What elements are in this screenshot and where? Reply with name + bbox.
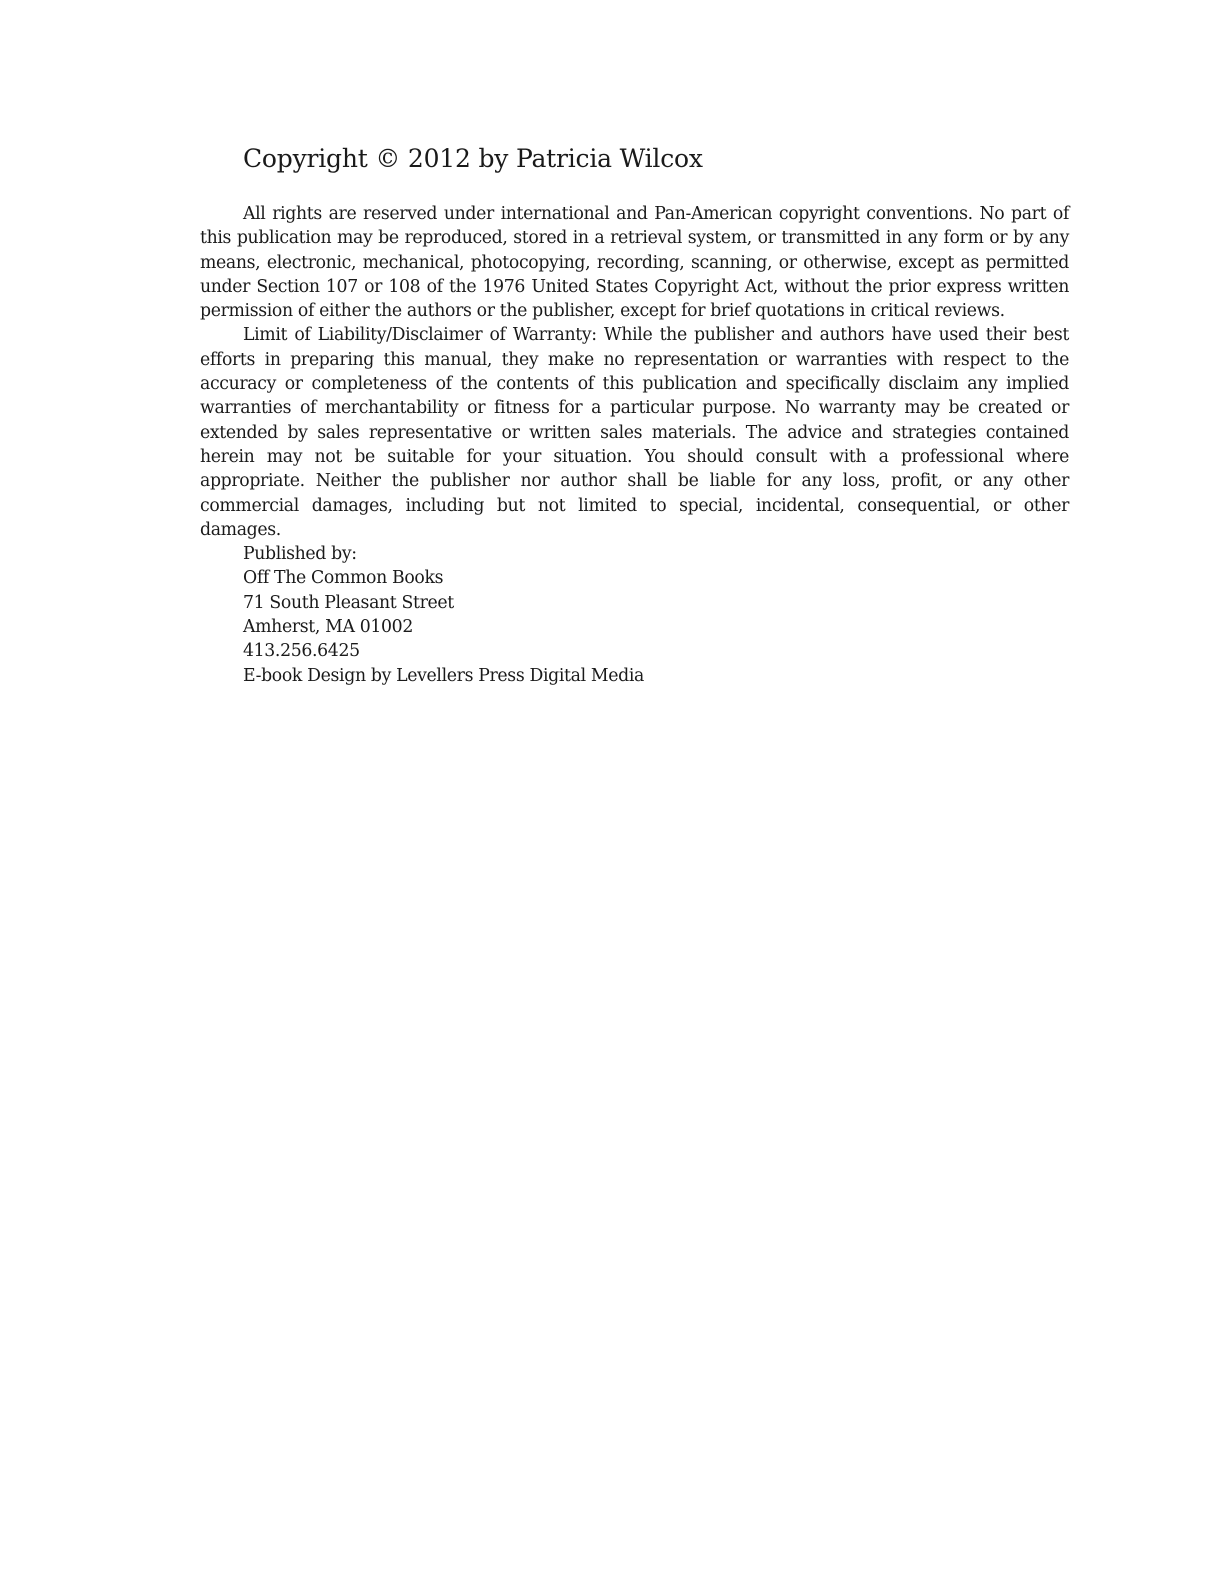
rights-paragraph: All rights are reserved under international and Pan-American copyright conventions. No part of this publication may be reproduced, stored in a retrieval system, or transmitted in any form or by any means, electronic, mechanical, photocopying, recording, scanning, or otherwise, except as permitted under Section 107 or 108 of the 1976 United States Copyright Act, without the prior express written permission of either the authors or the publisher, except for brief quotations in critical reviews.	[200, 204, 1069, 322]
design-credit: E-book Design by Levellers Press Digital Media	[243, 665, 644, 686]
publisher-phone: 413.256.6425	[243, 641, 360, 662]
publisher-name: Off The Common Books	[243, 568, 444, 589]
page-content	[200, 140, 1069, 688]
publisher-city: Amherst, MA 01002	[243, 617, 413, 638]
disclaimer-paragraph: Limit of Liability/Disclaimer of Warranty: While the publisher and authors have used their best efforts in preparing this manual, they make no representation or warranties with respect to the accuracy or completeness of the contents of this publication and specifically disclaim any implied warranties of merchantability or fitness for a particular purpose. No warranty may be created or extended by sales representative or written sales materials. The advice and strategies contained herein may not be suitable for your situation. You should consult with a professional where appropriate. Neither the publisher nor author shall be liable for any loss, profit, or any other commercial damages, including but not limited to special, incidental, consequential, or other damages.	[200, 325, 1069, 540]
publisher-block	[243, 542, 1069, 688]
copyright-title: Copyright © 2012 by Patricia Wilcox	[243, 144, 703, 173]
document-body	[200, 202, 1069, 688]
publisher-street: 71 South Pleasant Street	[243, 592, 454, 613]
published-by-label: Published by:	[243, 544, 357, 565]
